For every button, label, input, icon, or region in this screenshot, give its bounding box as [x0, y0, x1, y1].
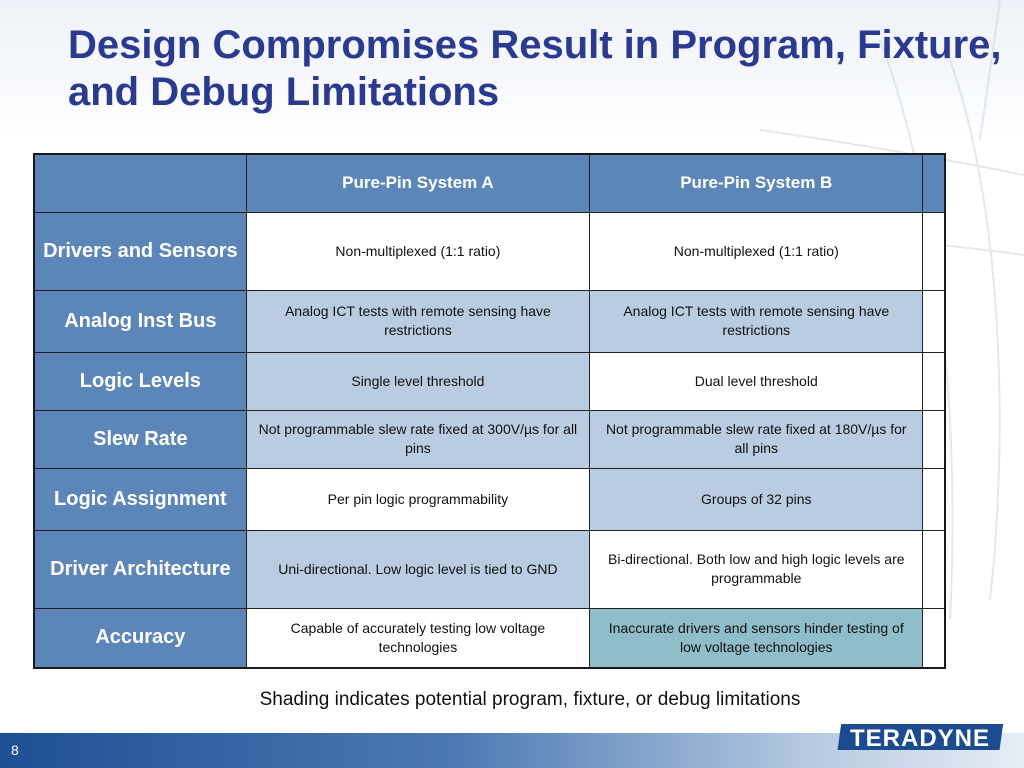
extra-cell — [923, 212, 945, 290]
cell-system-b: Bi-directional. Both low and high logic levels are programmable — [590, 530, 923, 608]
comparison-table — [33, 153, 946, 669]
page-number: 8 — [11, 742, 19, 758]
cell-system-b: Analog ICT tests with remote sensing have restrictions — [590, 290, 923, 352]
extra-cell — [923, 468, 945, 530]
table-row — [34, 290, 945, 352]
cell-system-a: Not programmable slew rate fixed at 300V/µs for all pins — [246, 410, 589, 468]
cell-system-a: Uni-directional. Low logic level is tied to GND — [246, 530, 589, 608]
table-row — [34, 352, 945, 410]
extra-cell — [923, 608, 945, 668]
row-label: Drivers and Sensors — [34, 212, 246, 290]
cell-system-b: Inaccurate drivers and sensors hinder testing of low voltage technologies — [590, 608, 923, 668]
table-row — [34, 410, 945, 468]
cell-system-b: Dual level threshold — [590, 352, 923, 410]
svg-text:TERADYNE: TERADYNE — [849, 725, 991, 752]
table-row — [34, 212, 945, 290]
row-label: Driver Architecture — [34, 530, 246, 608]
row-label: Logic Levels — [34, 352, 246, 410]
row-label: Slew Rate — [34, 410, 246, 468]
extra-cell — [923, 290, 945, 352]
header-corner — [34, 154, 246, 212]
cell-system-a: Single level threshold — [246, 352, 589, 410]
table-row — [34, 608, 945, 668]
cell-system-a: Capable of accurately testing low voltage technologies — [246, 608, 589, 668]
table-row — [34, 530, 945, 608]
header-extra-column — [923, 154, 945, 212]
extra-cell — [923, 530, 945, 608]
row-label: Logic Assignment — [34, 468, 246, 530]
page-title: Design Compromises Result in Program, Fixture, and Debug Limitations — [68, 23, 1002, 114]
header-system-b: Pure-Pin System B — [590, 154, 923, 212]
cell-system-b: Groups of 32 pins — [590, 468, 923, 530]
cell-system-a: Per pin logic programmability — [246, 468, 589, 530]
table-row — [34, 468, 945, 530]
row-label: Analog Inst Bus — [34, 290, 246, 352]
teradyne-logo — [832, 718, 1008, 758]
cell-system-b: Not programmable slew rate fixed at 180V/µs for all pins — [590, 410, 923, 468]
extra-cell — [923, 352, 945, 410]
cell-system-a: Analog ICT tests with remote sensing have restrictions — [246, 290, 589, 352]
shading-caption: Shading indicates potential program, fixture, or debug limitations — [259, 689, 801, 710]
table-header-row — [34, 154, 945, 212]
row-label: Accuracy — [34, 608, 246, 668]
cell-system-b: Non-multiplexed (1:1 ratio) — [590, 212, 923, 290]
cell-system-a: Non-multiplexed (1:1 ratio) — [246, 212, 589, 290]
header-system-a: Pure-Pin System A — [246, 154, 589, 212]
extra-cell — [923, 410, 945, 468]
